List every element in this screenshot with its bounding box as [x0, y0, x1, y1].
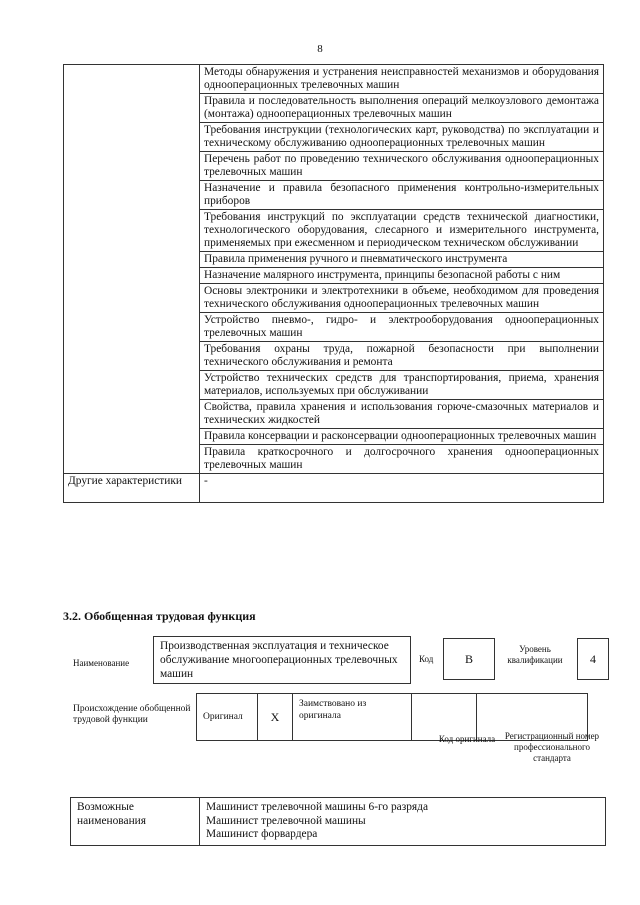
knowledge-item: Устройство пневмо-, гидро- и электрооборудования однооперационных трелевочных машин — [200, 313, 604, 342]
section-title: 3.2. Обобщенная трудовая функция — [63, 609, 256, 623]
original-label: Оригинал — [197, 694, 258, 741]
knowledge-table — [63, 64, 604, 503]
possible-names-values — [200, 798, 606, 846]
knowledge-item: Правила применения ручного и пневматического инструмента — [200, 252, 604, 268]
possible-names-table — [70, 797, 606, 846]
knowledge-item: Правила консервации и расконсервации однооперационных трелевочных машин — [200, 429, 604, 445]
knowledge-item: Назначение малярного инструмента, принципы безопасной работы с ним — [200, 268, 604, 284]
code-caption: Код оригинала — [438, 734, 496, 744]
knowledge-item: Правила краткосрочного и долгосрочного хранения однооперационных трелевочных машин — [200, 445, 604, 474]
knowledge-item: Перечень работ по проведению технического обслуживания однооперационных трелевочных машин — [200, 152, 604, 181]
original-mark: X — [258, 694, 293, 741]
name-label: Наименование — [73, 658, 130, 668]
possible-name: Машинист трелевочной машины 6-го разряда — [206, 801, 429, 813]
knowledge-item: Устройство технических средств для транспортирования, приема, хранения материалов, используемых при обслуживании — [200, 371, 604, 400]
knowledge-item: Основы электроники и электротехники в объеме, необходимом для проведения технического обслуживания однооперационных трелевочных машин — [200, 284, 604, 313]
knowledge-item: Правила и последовательность выполнения операций мелкоузлового демонтажа (монтажа) однооперационных трелевочных машин — [200, 94, 604, 123]
knowledge-item: Методы обнаружения и устранения неисправностей механизмов и оборудования однооперационных трелевочных машин — [200, 65, 604, 94]
borrowed-label: Заимствовано из оригинала — [293, 694, 412, 741]
knowledge-item: Свойства, правила хранения и использования горюче-смазочных материалов и технических жидкостей — [200, 400, 604, 429]
code-value: B — [443, 638, 495, 680]
registration-caption: Регистрационный номер профессионального стандарта — [504, 731, 600, 763]
code-label: Код — [419, 654, 434, 664]
function-name: Производственная эксплуатация и техническое обслуживание многооперационных трелевочных машин — [153, 636, 411, 684]
level-value: 4 — [577, 638, 609, 680]
other-characteristics-label: Другие характеристики — [64, 474, 200, 503]
other-characteristics-value: - — [200, 474, 604, 503]
origin-label: Происхождение обобщенной трудовой функции — [73, 704, 191, 725]
knowledge-item: Требования инструкций по эксплуатации средств технической диагностики, технологического оборудования, слесарного и измерительного инструмента, применяемых при ежесменном и периодическом техническом обслуживании — [200, 210, 604, 252]
possible-name: Машинист форвардера — [206, 828, 318, 840]
knowledge-item: Требования охраны труда, пожарной безопасности при выполнении технического обслуживания и ремонта — [200, 342, 604, 371]
knowledge-item: Назначение и правила безопасного применения контрольно-измерительных приборов — [200, 181, 604, 210]
knowledge-item: Требования инструкции (технологических карт, руководства) по эксплуатации и техническому обслуживанию однооперационных трелевочных машин — [200, 123, 604, 152]
possible-name: Машинист трелевочной машины — [206, 814, 366, 827]
possible-names-label: Возможные наименования — [71, 798, 200, 846]
page-number: 8 — [317, 43, 323, 55]
level-label: Уровень квалификации — [507, 644, 563, 665]
generalized-function-header — [63, 634, 608, 688]
knowledge-label-cell — [64, 65, 200, 474]
